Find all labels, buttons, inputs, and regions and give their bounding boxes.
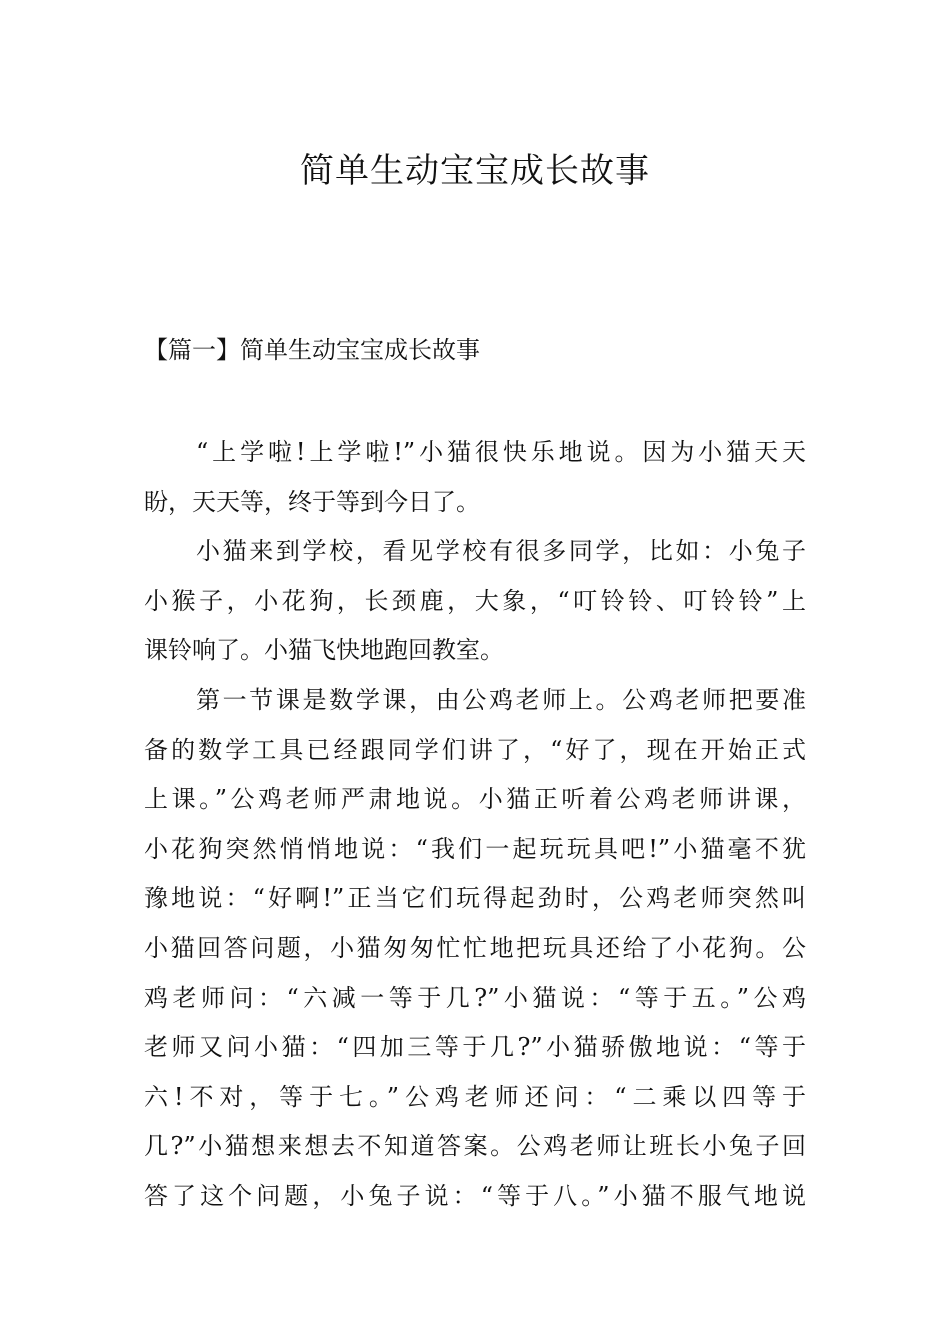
- document-body: [144, 428, 806, 1222]
- text-line: 六!不对，等于七。”公鸡老师还问：“二乘以四等于: [144, 1082, 806, 1111]
- text-line: 小花狗突然悄悄地说：“我们一起玩玩具吧!”小猫毫不犹: [144, 834, 806, 863]
- document-title: 简单生动宝宝成长故事: [300, 150, 650, 191]
- text-line: 第一节课是数学课，由公鸡老师上。公鸡老师把要准: [196, 685, 806, 714]
- text-line: 答了这个问题，小兔子说：“等于八。”小猫不服气地说: [144, 1181, 806, 1210]
- text-line: “上学啦!上学啦!”小猫很快乐地说。因为小猫天天: [196, 438, 806, 466]
- text-line: 小猫来到学校，看见学校有很多同学，比如：小兔子: [196, 537, 806, 566]
- text-line: 盼，天天等，终于等到今日了。: [144, 487, 480, 516]
- text-line: 课铃响了。小猫飞快地跑回教室。: [144, 636, 504, 665]
- text-line: 上课。”公鸡老师严肃地说。小猫正听着公鸡老师讲课，: [144, 785, 806, 814]
- text-line: 备的数学工具已经跟同学们讲了，“好了，现在开始正式: [144, 735, 806, 764]
- text-line: 老师又问小猫：“四加三等于几?”小猫骄傲地说：“等于: [144, 1033, 806, 1062]
- text-line: 几?”小猫想来想去不知道答案。公鸡老师让班长小兔子回: [144, 1132, 806, 1161]
- paragraph-3: [144, 676, 806, 1222]
- text-line: 鸡老师问：“六减一等于几?”小猫说：“等于五。”公鸡: [144, 983, 806, 1012]
- text-line: 小猴子，小花狗，长颈鹿，大象，“叮铃铃、叮铃铃”上: [144, 586, 806, 615]
- paragraph-2: [144, 527, 806, 676]
- section-heading: 【篇一】简单生动宝宝成长故事: [144, 336, 480, 364]
- text-line: 豫地说：“好啊!”正当它们玩得起劲时，公鸡老师突然叫: [144, 884, 806, 913]
- text-line: 小猫回答问题，小猫匆匆忙忙地把玩具还给了小花狗。公: [144, 933, 806, 962]
- paragraph-1: [144, 428, 806, 527]
